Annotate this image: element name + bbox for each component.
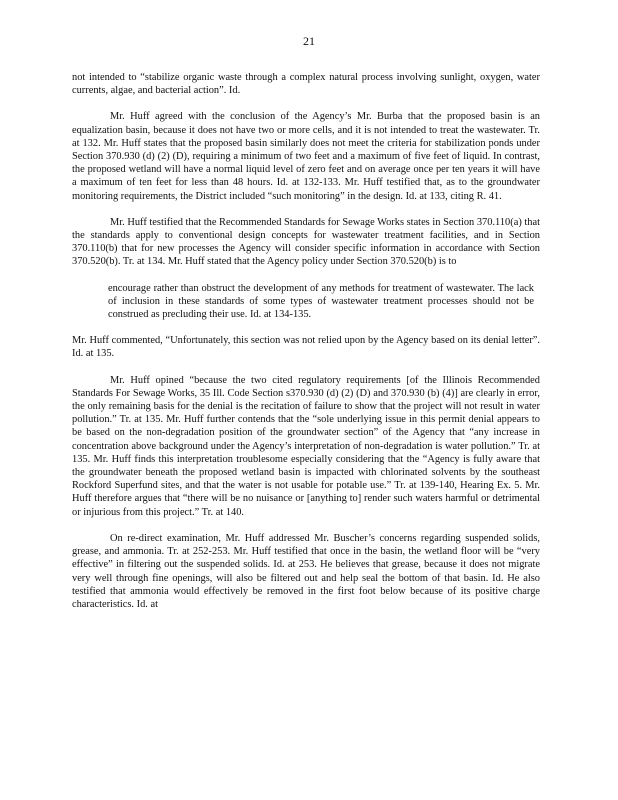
paragraph-huff-opined: Mr. Huff opined “because the two cited regulatory requirements [of the Illinois Recommended Standards For Sewage Works, 35 Ill. Code Section s370.930 (d) (2) (D) and 370.930 (b) (4)] are clearly in error, the only remaining basis for the denial is the recitation of failure to show that the project will not result in water pollution.” Tr. at 135. Mr. Huff further contends that the “sole underlying issue in this permit denial appears to be based on the non-degradation position of the groundwater section” of the Agency that “any increase in concentration above background under the Agency’s interpretation of non-degradation is water pollution.” Tr. at 135. Mr. Huff finds this interpretation troublesome especially considering that the “Agency is fully aware that the groundwater beneath the proposed wetland basin is impacted with chlorinated solvents by the southeast Rockford Superfund sites, and that the water is not usable for potable use.” Tr. at 139-140, Hearing Ex. 5. Mr. Huff therefore argues that “there will be no nuisance or [anything to] render such waters harmful or detrimental or injurious from this project.” Tr. at 140.: [72, 374, 540, 518]
paragraph-continuation: not intended to “stabilize organic waste through a complex natural process involving sunlight, oxygen, water currents, algae, and bacterial action”. Id.: [72, 72, 540, 97]
paragraph-recommended-standards: Mr. Huff testified that the Recommended Standards for Sewage Works states in Section 370.110(a) that the standards apply to conventional design concepts for wastewater treatment facilities, and in Section 370.110(b) that for new processes the Agency will consider specific information in accordance with Section 370.520(b). Tr. at 134. Mr. Huff stated that the Agency policy under Section 370.520(b) is to: [72, 216, 540, 268]
document-body: [72, 71, 540, 624]
page-number: 21: [303, 34, 315, 48]
paragraph-huff-agreed: Mr. Huff agreed with the conclusion of the Agency’s Mr. Burba that the proposed basin is an equalization basin, because it does not have two or more cells, and it is not intended to treat the wastewater. Tr. at 132. Mr. Huff states that the proposed basin similarly does not meet the criteria for stabilization ponds under Section 370.930 (d) (2) (D), requiring a minimum of two feet and a maximum of five feet of liquid. In contrast, the proposed wetland will have a normal liquid level of zero feet and on average once per ten years it will have a maximum of ten feet for less than 48 hours. Id. at 132-133. Mr. Huff testified that, as to the groundwater monitoring requirements, the District included “such monitoring” in the design. Id. at 133, citing R. 41.: [72, 111, 540, 202]
paragraph-huff-commented: Mr. Huff commented, “Unfortunately, this section was not relied upon by the Agency based on its denial letter”. Id. at 135.: [72, 335, 540, 360]
paragraph-redirect-examination: On re-direct examination, Mr. Huff addressed Mr. Buscher’s concerns regarding suspended solids, grease, and ammonia. Tr. at 252-253. Mr. Huff testified that once in the basin, the wetland floor will be “very effective” in filtering out the suspended solids. Id. at 253. He believes that grease, because it does not migrate very well through fine openings, will also be filtered out and help seal the bottom of that basin. Id. He also testified that ammonia would effectively be removed in the first foot below because of its positive charge characteristics. Id. at: [72, 532, 540, 610]
block-quote: encourage rather than obstruct the development of any methods for treatment of wastewater. The lack of inclusion in these standards of some types of wastewater treatment processes should not be construed as precluding their use. Id. at 134-135.: [108, 282, 534, 321]
